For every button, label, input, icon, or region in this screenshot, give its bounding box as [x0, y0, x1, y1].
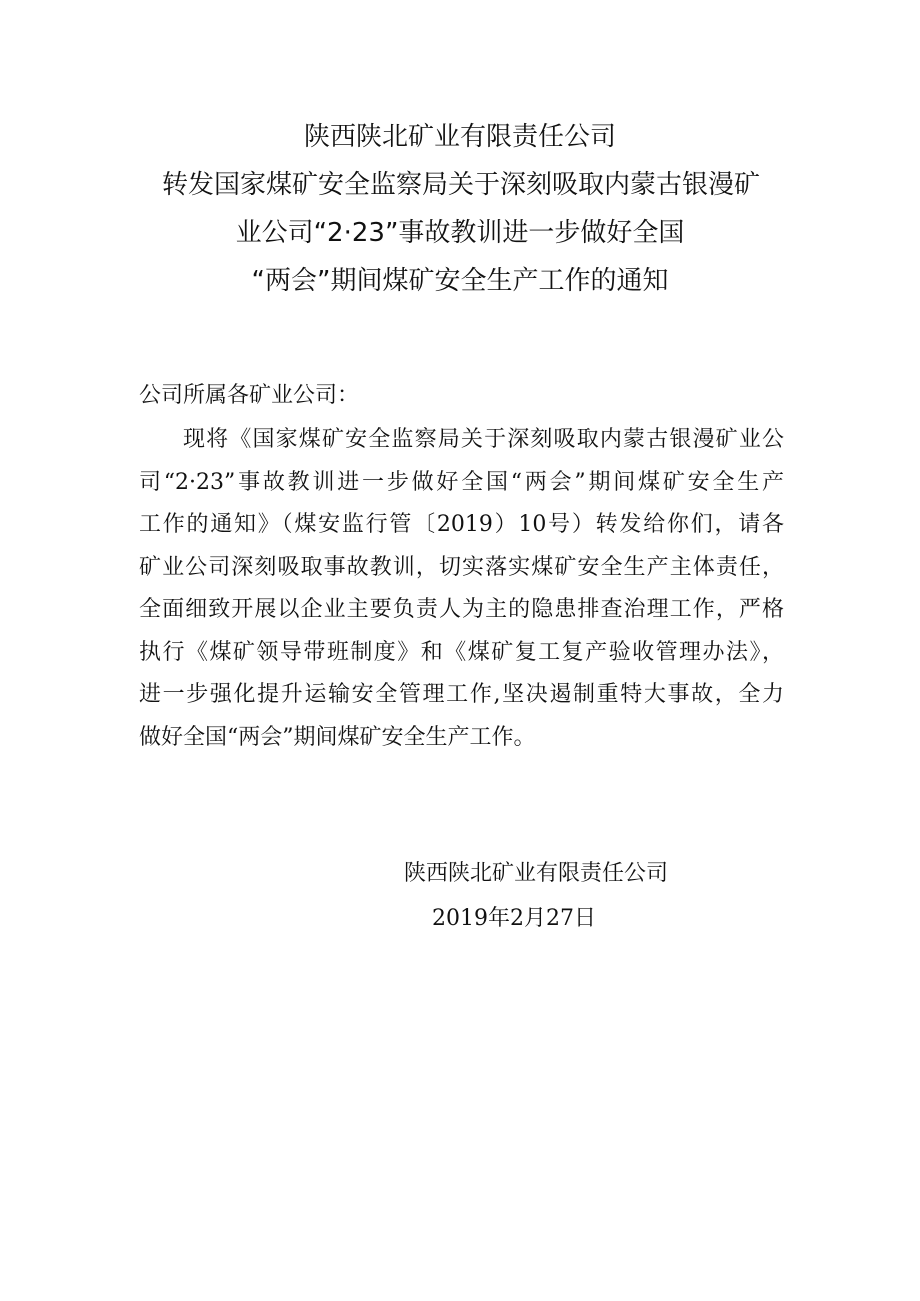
body-line-3: 工作的通知》（煤安监行管〔2019）10号）转发给你们，请各	[139, 512, 784, 537]
title-line-1: 陕西陕北矿业有限责任公司	[303, 122, 616, 152]
signature-organization: 陕西陕北矿业有限责任公司	[404, 861, 669, 886]
document-title	[0, 113, 920, 305]
body-line-1: 现将《国家煤矿安全监察局关于深刻吸取内蒙古银漫矿业公	[183, 427, 784, 452]
body-line-8: 做好全国“两会”期间煤矿安全生产工作。	[139, 724, 536, 750]
title-line-4: “两会”期间煤矿安全生产工作的通知	[251, 266, 669, 296]
signature-date: 2019年2月27日	[432, 906, 596, 931]
title-line-3: 业公司“2·23”事故教训进一步做好全国	[235, 218, 685, 248]
body-line-7: 进一步强化提升运输安全管理工作,坚决遏制重特大事故，全力	[139, 682, 784, 707]
body-line-2: 司“2·23”事故教训进一步做好全国“两会”期间煤矿安全生产	[139, 469, 784, 495]
body-paragraph	[139, 419, 784, 759]
body-line-5: 全面细致开展以企业主要负责人为主的隐患排查治理工作，严格	[139, 597, 784, 622]
salutation: 公司所属各矿业公司：	[139, 383, 360, 408]
body-line-4: 矿业公司深刻吸取事故教训，切实落实煤矿安全生产主体责任，	[139, 554, 784, 580]
body-line-6: 执行《煤矿领导带班制度》和《煤矿复工复产验收管理办法》，	[139, 639, 784, 665]
title-line-2: 转发国家煤矿安全监察局关于深刻吸取内蒙古银漫矿	[161, 170, 760, 200]
